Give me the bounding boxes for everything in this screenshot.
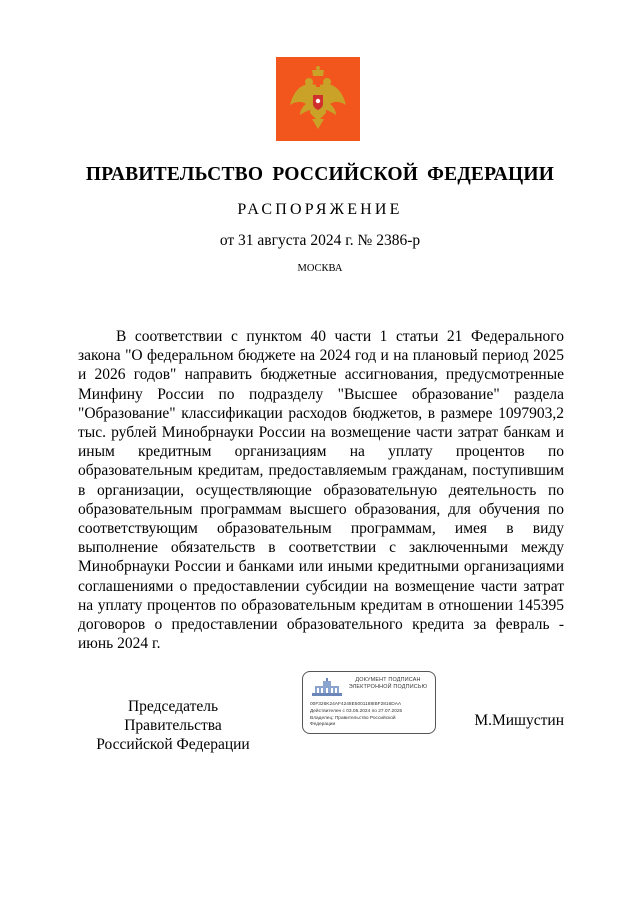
stamp-title-line: ЭЛЕКТРОННОЙ ПОДПИСЬЮ xyxy=(348,684,428,690)
stamp-title xyxy=(345,677,431,691)
stamp-title-line: ДОКУМЕНТ ПОДПИСАН xyxy=(355,677,421,683)
stamp-owner: Федерации xyxy=(310,722,336,727)
signatory-position xyxy=(78,697,268,754)
government-title: ПРАВИТЕЛЬСТВО РОССИЙСКОЙ ФЕДЕРАЦИИ xyxy=(85,164,555,185)
document-city: МОСКВА xyxy=(297,263,343,274)
government-building-icon xyxy=(311,678,343,698)
decree-text: В соответствии с пунктом 40 части 1 статьи 21 Федерального закона "О федеральном бюджете на 2024 год и на плановый период 2025 и 2026 годов" направить бюджетные ассигнования, предусмотренные Минфину России по подразделу "Высшее образование" раздела "Образование" классификации расходов бюджетов, в размере 1097903,2 тыс. рублей Минобрнауки России на возмещение части затрат банкам и иным кредитным организациям на уплату процентов по образовательным кредитам, предоставляемым гражданам, поступившим в организации, осуществляющие образовательную деятельность по образовательным программам высшего образования, для обучения по соответствующим образовательным программам, имея в виду выполнение обязательств в соответствии с заключенными между Минобрнауки России и банками или иными кредитными организациями соглашениями о предоставлении субсидии на возмещение части затрат на уплату процентов по образовательным кредитам в отношении 145395 договоров о предоставлении образовательного кредита за февраль - июнь 2024 г. xyxy=(78,328,564,653)
stamp-validity: Действителен с 03.05.2024 по 27.07.2025 xyxy=(310,709,403,714)
stamp-owner: Владелец: Правительство Российской xyxy=(310,716,396,721)
signatory-position-line: Председатель Правительства xyxy=(124,698,222,734)
document-date-number: от 31 августа 2024 г. № 2386-р xyxy=(219,232,421,249)
signatory-name: М.Мишустин xyxy=(474,712,564,729)
document-type: РАСПОРЯЖЕНИЕ xyxy=(237,201,403,218)
electronic-signature-stamp xyxy=(302,671,436,734)
coat-of-arms-icon xyxy=(276,57,360,141)
signatory-position-line: Российской Федерации xyxy=(96,736,250,753)
stamp-certificate: 00F326K24AF4248E5001188IBF2816DAA xyxy=(310,702,402,707)
